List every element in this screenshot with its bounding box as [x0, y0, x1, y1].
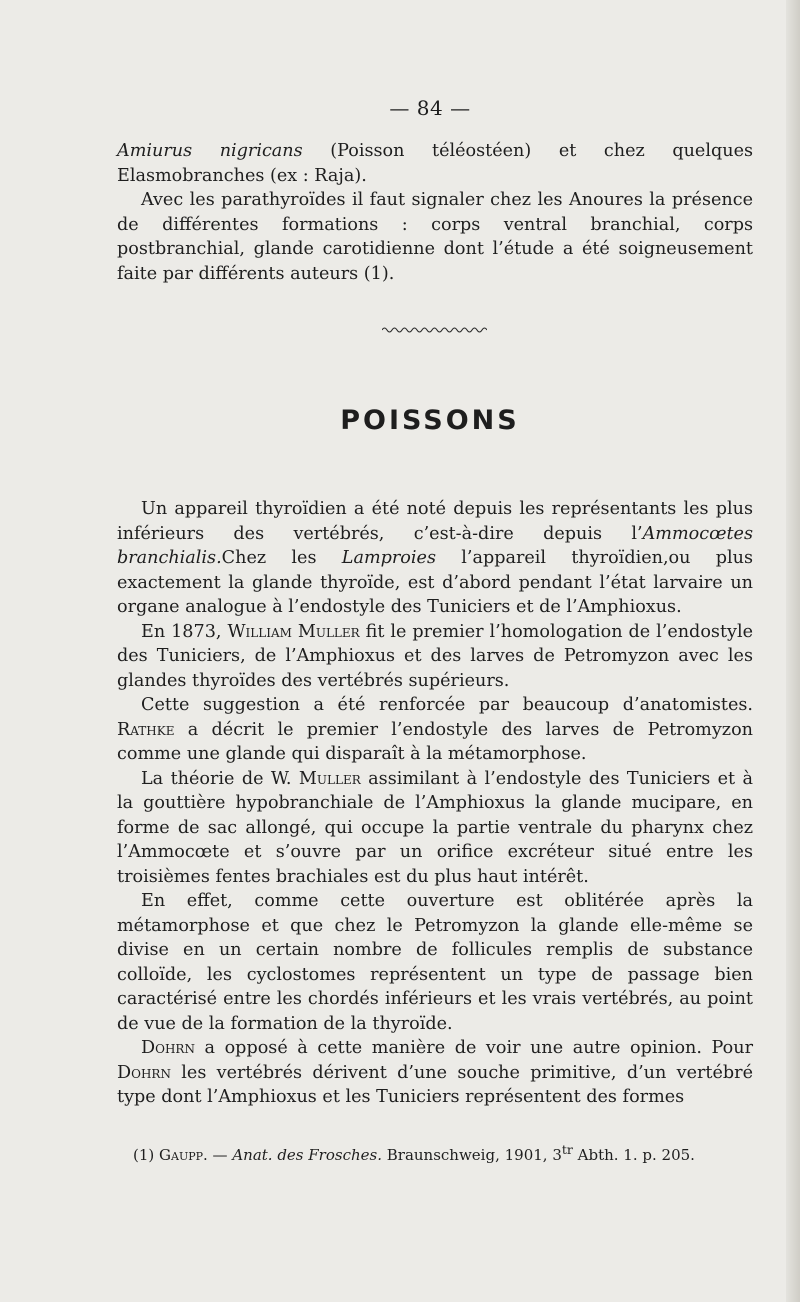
- author-name: William Muller: [227, 621, 360, 642]
- wavy-divider: [382, 325, 487, 335]
- page-edge: [786, 0, 800, 1302]
- author-name: Dohrn: [117, 1062, 171, 1083]
- intro-text: [117, 139, 753, 286]
- intro-paragraph-1: Amiurus nigricans (Poisson téléostéen) et chez quelques Elasmobranches (ex : Raja).: [117, 141, 754, 186]
- footnote-title: Anat. des Frosches.: [232, 1146, 382, 1164]
- author-name: Muller: [298, 768, 361, 789]
- author-name: Rathke: [117, 719, 175, 740]
- body-paragraph-1: Un appareil thyroïdien a été noté depuis les représentants les plus inférieurs des vertébrés, c’est-à-dire depuis l’Ammocœtes branchialis.Chez les Lamproies l’appareil thyroïdien,ou plus exactement la glande thyroïde, est d’abord pendant l’état larvaire un organe analogue à l’endostyle des Tuniciers et de l’Amphioxus.: [117, 499, 753, 617]
- section-title: POISSONS: [340, 405, 520, 436]
- body-text: [117, 497, 753, 1110]
- intro-paragraph-2: Avec les parathyroïdes il faut signaler chez les Anoures la présence de différentes formations : corps ventral branchial, corps postbranchial, glande carotidienne dont l’étude a été soigneusement faite par différents auteurs (1).: [117, 190, 753, 284]
- body-paragraph-4: La théorie de W. Muller assimilant à l’endostyle des Tuniciers et à la gouttière hypobranchiale de l’Amphioxus la glande mucipare, en forme de sac allongé, qui occupe la partie ventrale du pharynx chez l’Ammocœte et s’ouvre par un orifice excréteur situé entre les troisièmes fentes brachiales est du plus haut intérêt.: [117, 768, 753, 887]
- body-paragraph-2: En 1873, William Muller fit le premier l’homologation de l’endostyle des Tuniciers, de l’Amphioxus et des larves de Petromyzon avec les glandes thyroïdes des vertébrés supérieurs.: [117, 621, 753, 691]
- species-name: Amiurus nigricans: [117, 141, 303, 161]
- body-paragraph-6: Dohrn a opposé à cette manière de voir une autre opinion. Pour Dohrn les vertébrés dérivent d’une souche primitive, d’un vertébré type dont l’Amphioxus et les Tuniciers représentent des formes: [117, 1038, 753, 1107]
- page-number: — 84 —: [389, 96, 471, 120]
- body-paragraph-3: Cette suggestion a été renforcée par beaucoup d’anatomistes. Rathke a décrit le premier l’endostyle des larves de Petromyzon comme une glande qui disparaît à la métamorphose.: [117, 695, 753, 764]
- author-name: Dohrn: [141, 1038, 195, 1058]
- footnote: (1) Gaupp. — Anat. des Frosches. Braunschweig, 1901, $3^{tr}$ Abth. 1. p. 205.: [133, 1142, 695, 1164]
- body-paragraph-5: En effet, comme cette ouverture est oblitérée après la métamorphose et que chez le Petromyzon la glande elle-même se divise en un certain nombre de follicules remplis de substance colloïde, les cyclostomes représentent un type de passage bien caractérisé entre les chordés inférieurs et les vrais vertébrés, au point de vue de la formation de la thyroïde.: [117, 891, 753, 1034]
- footnote-author: Gaupp: [159, 1146, 204, 1164]
